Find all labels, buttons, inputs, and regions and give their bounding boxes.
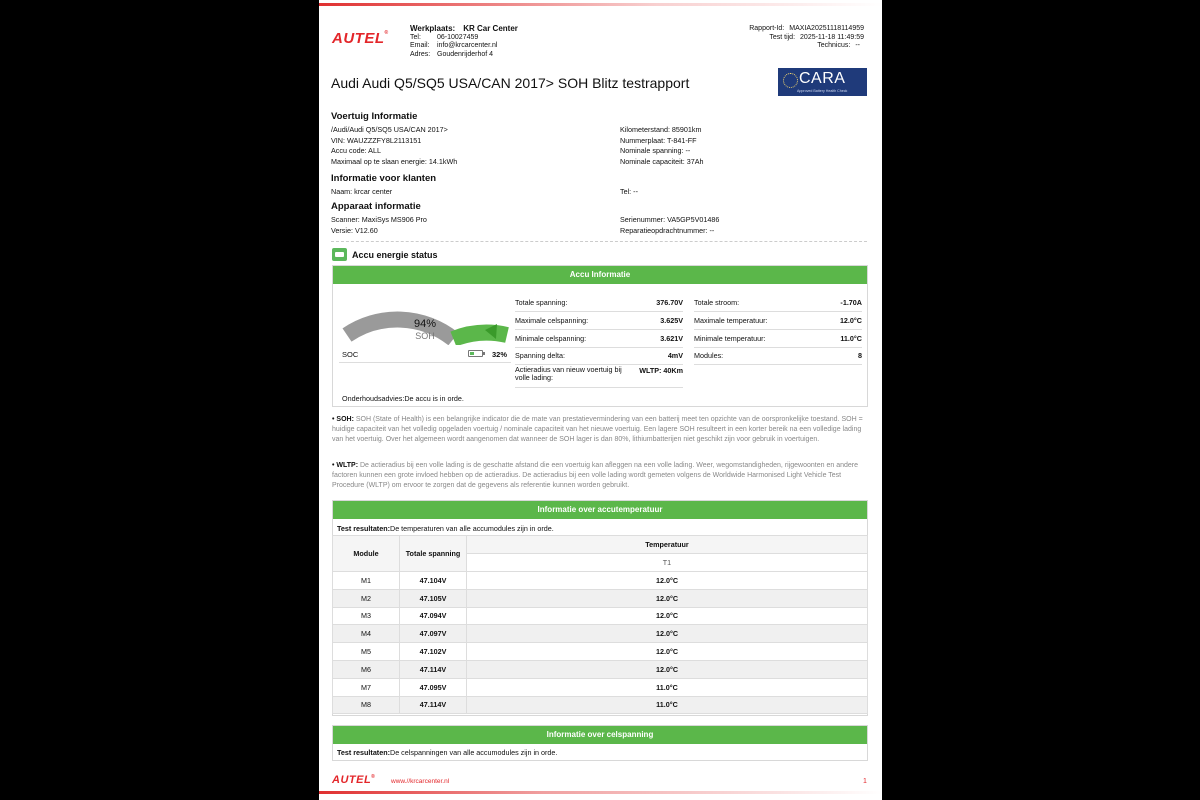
col-voltage: Totale spanning [400,536,467,572]
voltage-cell: 47.104V [400,572,467,590]
col-temperature: Temperatuur [467,536,868,554]
voltage-cell: 47.105V [400,589,467,607]
temperature-cell: 12.0°C [467,660,868,678]
module-cell: M7 [333,678,400,696]
temperature-cell: 11.0°C [467,696,868,714]
soh-note: • SOH: SOH (State of Health) is een belangrijke indicator die de mate van prestatievermindering van een batterij meet ten opzichte van de oorspronkelijke toestand. SOH = huidige capaciteit van het volledig opgeladen voertuig / nominale capaciteit van het nieuwe voertuig. Een lagere SOH resulteert in een korter bereik na een volledige lading van het voertuig. Over het algemeen wordt aangenomen dat wanneer de SOH lager is dan 80%, lithiumbatterijen niet geschikt zijn voor gebruik in voertuigen. [332,416,863,443]
temperature-cell: 12.0°C [467,589,868,607]
temp-title: Informatie over accutemperatuur [333,501,867,519]
soc-battery-icon [468,350,483,357]
metric-row: Spanning delta: 4mV [515,347,683,365]
page-number: 1 [863,778,867,785]
cell-box [332,725,868,761]
vehicle-left: /Audi/Audi Q5/SQ5 USA/CAN 2017> VIN: WAUZZZFY8L2113151 Accu code: ALL Maximaal op te slaan energie: 14.1kWh [331,125,458,166]
module-cell: M8 [333,696,400,714]
temp-table [332,535,868,714]
temperature-cell: 11.0°C [467,678,868,696]
accu-info-title: Accu Informatie [333,266,867,284]
module-cell: M3 [333,607,400,625]
report-page [319,0,882,800]
divider [331,241,867,242]
temperature-cell: 12.0°C [467,643,868,661]
voltage-cell: 47.097V [400,625,467,643]
vehicle-heading: Voertuig Informatie [331,111,418,122]
metric-row: Minimale celspanning: 3.621V [515,330,683,348]
table-row [333,572,868,590]
voltage-cell: 47.095V [400,678,467,696]
col-module: Module [333,536,400,572]
footer-rule [319,791,882,794]
device-right: Serienummer: VA5GP5V01486 Reparatieopdrachtnummer: -- [620,215,720,235]
soc-label: SOC [342,350,359,359]
temperature-cell: 12.0°C [467,625,868,643]
soh-gauge-track [347,320,453,339]
battery-icon [332,248,347,261]
soc-value: 32% [492,350,508,359]
module-cell: M6 [333,660,400,678]
metric-row: Totale stroom: -1.70A [694,294,862,312]
header-rule [319,3,882,6]
temperature-cell: 12.0°C [467,607,868,625]
voltage-cell: 47.094V [400,607,467,625]
cell-result: Test resultaten:De celspanningen van alle accumodules zijn in orde. [337,748,558,757]
device-left: Scanner: MaxiSys MS906 Pro Versie: V12.60 [331,215,427,235]
metric-row: Actieradius van nieuw voertuig bij volle lading: WLTP: 40Km [515,366,683,388]
voltage-cell: 47.114V [400,696,467,714]
soc-rule [339,362,511,363]
col-t1: T1 [467,554,868,572]
maintenance-advice: Onderhoudsadvies:De accu is in orde. [342,394,464,403]
soh-gauge-fill [453,333,507,339]
wltp-note: • WLTP: De actieradius bij een volle lading is de geschatte afstand die een voertuig kan afleggen na een volle lading. Weer, wegomstandigheden, rijgewoonten en andere factoren kunnen een grote invloed hebben op de actieradius. De actieradius bij een volle lading wordt gemeten volgens de Worldwide Harmonised Light Vehicle Test Procedure (WLTP) om ervoor te zorgen dat de gegevens als referentie kunnen worden gebruikt. [332,462,858,489]
voltage-cell: 47.102V [400,643,467,661]
workshop-info: Werkplaats: KR Car Center Tel: 06-10027459 Email: info@krcarcenter.nl Adres: Goudenrijderhof 4 [410,24,518,58]
customer-heading: Informatie voor klanten [331,173,437,184]
temperature-cell: 12.0°C [467,572,868,590]
device-heading: Apparaat informatie [331,201,421,212]
table-row [333,696,868,714]
cara-badge: CARA Approved Battery Health Check [778,68,867,96]
footer-url[interactable]: www.//krcarcenter.nl [391,778,450,785]
module-cell: M5 [333,643,400,661]
report-meta: Rapport-Id: MAXIA20251118114959 Test tijd: 2025-11-18 11:49:59 Technicus: -- [749,25,864,50]
cell-title: Informatie over celspanning [333,726,867,744]
module-cell: M1 [333,572,400,590]
autel-logo: AUTEL® [332,30,389,47]
accu-status-heading: Accu energie status [332,248,438,261]
customer-tel: Tel: -- [620,187,638,196]
report-title: Audi Audi Q5/SQ5 USA/CAN 2017> SOH Blitz testrapport [331,75,690,91]
metric-row: Minimale temperatuur: 11.0°C [694,330,862,348]
module-cell: M2 [333,589,400,607]
table-row [333,589,868,607]
soh-label: SOH [415,331,435,341]
metric-row: Maximale temperatuur: 12.0°C [694,312,862,330]
table-row [333,625,868,643]
stars-ring-icon [783,73,798,88]
customer-name: Naam: krcar center [331,187,393,196]
soh-value: 94% [414,318,437,330]
voltage-cell: 47.114V [400,660,467,678]
vehicle-right: Kilometerstand: 85901km Nummerplaat: T-841-FF Nominale spanning: -- Nominale capaciteit: 37Ah [620,125,704,166]
table-row [333,607,868,625]
temp-result: Test resultaten:De temperaturen van alle accumodules zijn in orde. [333,519,867,539]
metric-row: Maximale celspanning: 3.625V [515,312,683,330]
table-row [333,643,868,661]
footer-autel-logo: AUTEL® [332,774,376,786]
table-row [333,660,868,678]
table-row [333,678,868,696]
metric-row: Modules: 8 [694,347,862,365]
module-cell: M4 [333,625,400,643]
metric-row: Totale spanning: 376.70V [515,294,683,312]
